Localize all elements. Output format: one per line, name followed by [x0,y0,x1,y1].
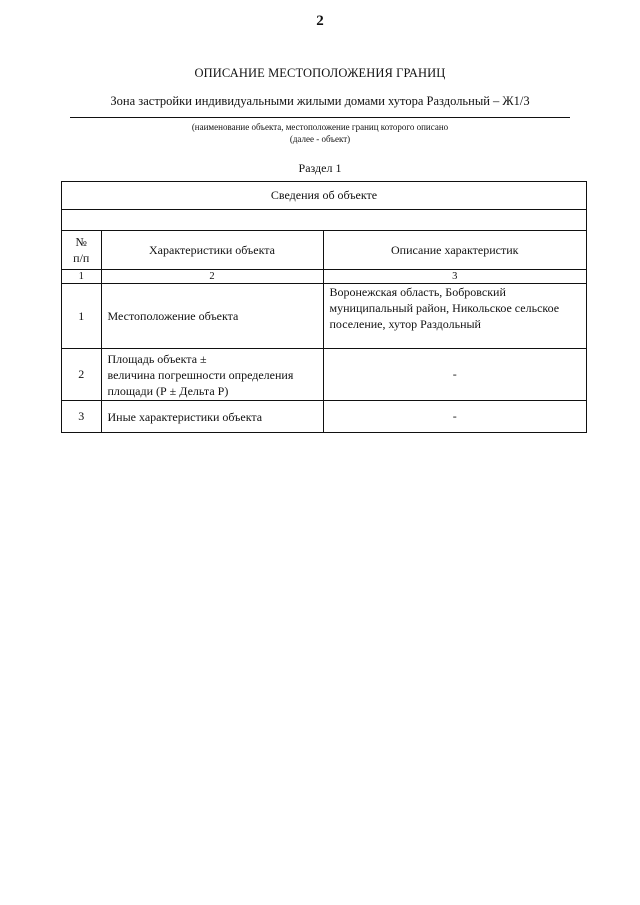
table-header-row [62,182,587,210]
col-header-num-line1: № [75,235,87,249]
row-description: - [323,349,587,401]
row-number: 1 [62,284,102,349]
col-header-characteristics: Характеристики объекта [101,231,323,270]
col-header-num-line2: п/п [73,251,90,265]
column-number-row [62,270,587,284]
row-characteristic-line: площади (Р ± Дельта Р) [107,383,229,398]
caption-line-2: (далее - объект) [289,134,351,144]
object-name-underline [70,117,570,118]
object-name: Зона застройки индивидуальными жилыми домами хутора Раздольный – Ж1/3 [110,94,530,108]
row-characteristic [101,349,323,401]
page-number: 2 [316,13,324,29]
col-header-num [62,231,102,270]
object-name-caption [0,121,640,145]
row-characteristic-line: величина погрешности определения [107,367,294,382]
caption-line-1: (наименование объекта, местоположение границ которого описано [191,122,449,132]
row-description: Воронежская область, Бобровский муниципальный район, Никольское сельское поселение, хутор Раздольный [323,284,587,349]
object-info-table [61,181,587,433]
column-header-row [62,231,587,270]
row-description: - [323,401,587,433]
col-number-3: 3 [323,270,587,284]
table-row [62,284,587,349]
table-blank-cell [62,210,587,231]
col-header-description: Описание характеристик [323,231,587,270]
row-characteristic: Местоположение объекта [101,284,323,349]
table-row [62,349,587,401]
row-characteristic-line: Площадь объекта ± [107,351,207,366]
col-number-2: 2 [101,270,323,284]
row-number: 2 [62,349,102,401]
document-title: ОПИСАНИЕ МЕСТОПОЛОЖЕНИЯ ГРАНИЦ [194,66,446,80]
table-blank-row [62,210,587,231]
section-title: Раздел 1 [298,161,342,175]
col-number-1: 1 [62,270,102,284]
table-header: Сведения об объекте [62,182,587,210]
row-characteristic: Иные характеристики объекта [101,401,323,433]
table-row [62,401,587,433]
row-number: 3 [62,401,102,433]
